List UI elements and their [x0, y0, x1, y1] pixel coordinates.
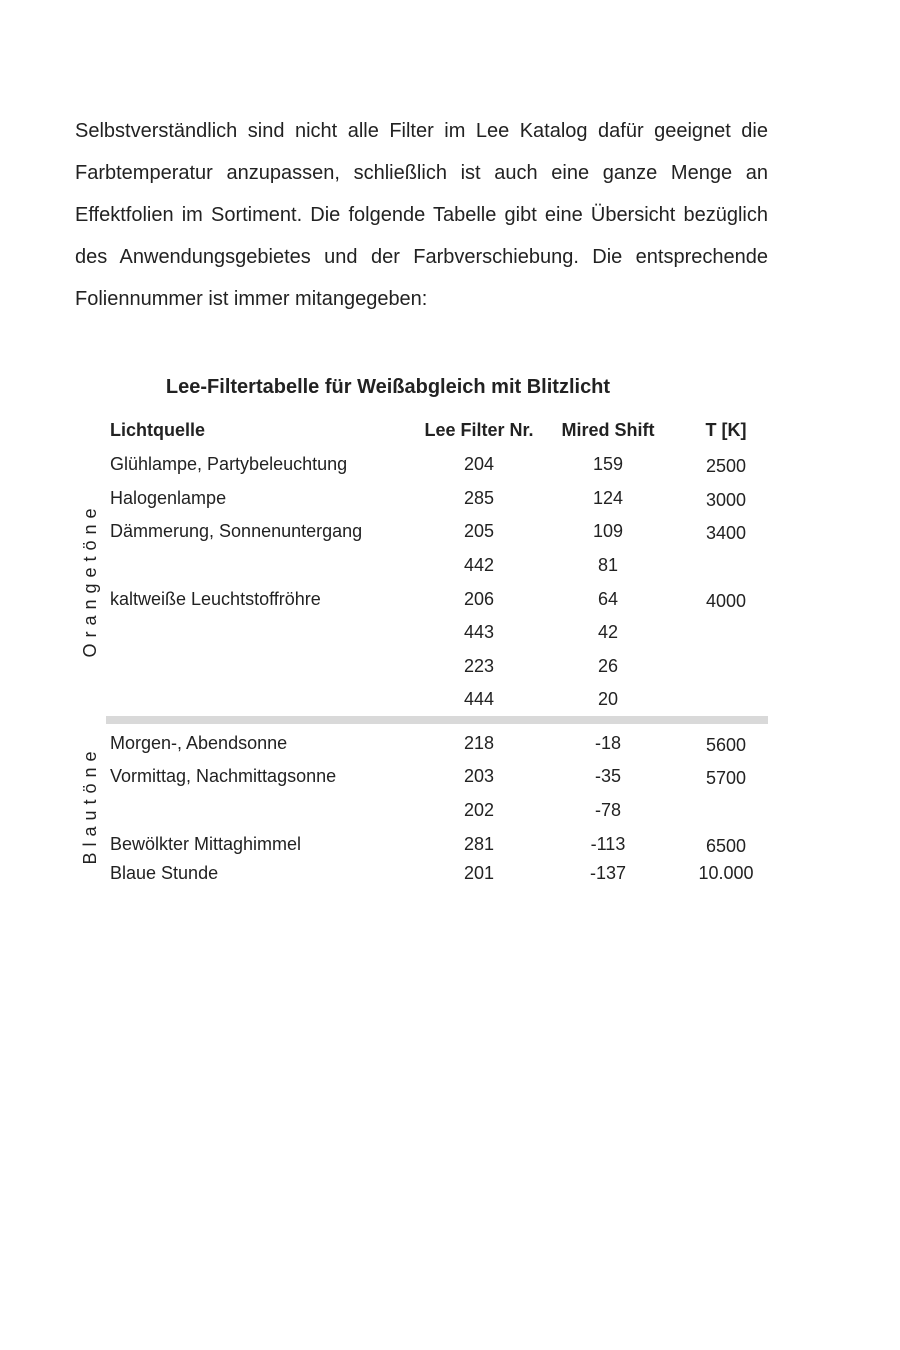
row-source: Blaue Stunde: [110, 863, 219, 883]
row-temperature: 6500: [705, 836, 747, 856]
row-filter-number: 442: [463, 555, 495, 575]
row-mired-shift: -35: [594, 766, 621, 786]
row-temperature: 10.000: [698, 863, 754, 883]
row-source: Dämmerung, Sonnenuntergang: [110, 521, 363, 541]
header-mired: Mired Shift: [561, 420, 655, 440]
row-filter-number: 205: [463, 521, 495, 541]
row-mired-shift: 64: [597, 589, 619, 609]
group-label-orange: Orangetöne: [80, 502, 100, 658]
row-mired-shift: 81: [597, 555, 619, 575]
row-source: Bewölkter Mittaghimmel: [110, 834, 302, 854]
row-filter-number: 444: [463, 689, 495, 709]
row-mired-shift: -78: [594, 800, 621, 820]
row-temperature: 5600: [705, 735, 747, 755]
row-filter-number: 202: [463, 800, 495, 820]
row-source: Halogenlampe: [110, 488, 227, 508]
header-source: Lichtquelle: [110, 420, 206, 440]
table-title: Lee-Filtertabelle für Weißabgleich mit Blitzlicht: [165, 376, 611, 398]
row-mired-shift: 124: [592, 488, 624, 508]
row-filter-number: 203: [463, 766, 495, 786]
row-filter-number: 204: [463, 454, 495, 474]
row-mired-shift: 109: [592, 521, 624, 541]
row-mired-shift: 42: [597, 622, 619, 642]
row-mired-shift: -18: [594, 733, 621, 753]
row-temperature: 4000: [705, 591, 747, 611]
row-mired-shift: -113: [590, 834, 626, 854]
row-filter-number: 223: [463, 656, 495, 676]
row-mired-shift: -137: [589, 863, 627, 883]
row-filter-number: 206: [463, 589, 495, 609]
row-source: Morgen-, Abendsonne: [110, 733, 288, 753]
header-temp: T [K]: [705, 420, 747, 440]
row-mired-shift: 20: [597, 689, 619, 709]
row-temperature: 3000: [705, 490, 747, 510]
header-filter: Lee Filter Nr.: [424, 420, 534, 440]
row-temperature: 3400: [705, 523, 747, 543]
row-mired-shift: 159: [592, 454, 624, 474]
row-filter-number: 443: [463, 622, 495, 642]
row-filter-number: 218: [463, 733, 495, 753]
group-label-blue: Blautöne: [80, 745, 100, 865]
row-filter-number: 285: [463, 488, 495, 508]
row-source: kaltweiße Leuchtstoffröhre: [110, 589, 321, 609]
row-source: Glühlampe, Partybeleuchtung: [110, 454, 348, 474]
row-temperature: 5700: [705, 768, 747, 788]
row-source: Vormittag, Nachmittagsonne: [110, 766, 337, 786]
row-temperature: 2500: [705, 456, 747, 476]
row-filter-number: 201: [463, 863, 495, 883]
group-divider: [106, 716, 768, 724]
row-mired-shift: 26: [597, 656, 619, 676]
row-filter-number: 281: [463, 834, 495, 854]
intro-paragraph: Selbstverständlich sind nicht alle Filter im Lee Katalog dafür geeignet die Farbtemperatur anzupassen, schließlich ist auch eine ganze Menge an Effektfolien im Sortiment. Die folgende Tabelle gibt eine Übersicht bezüglich des Anwendungsgebietes und der Farbverschiebung. Die entsprechende Foliennummer ist immer mitangegeben:: [75, 120, 768, 310]
